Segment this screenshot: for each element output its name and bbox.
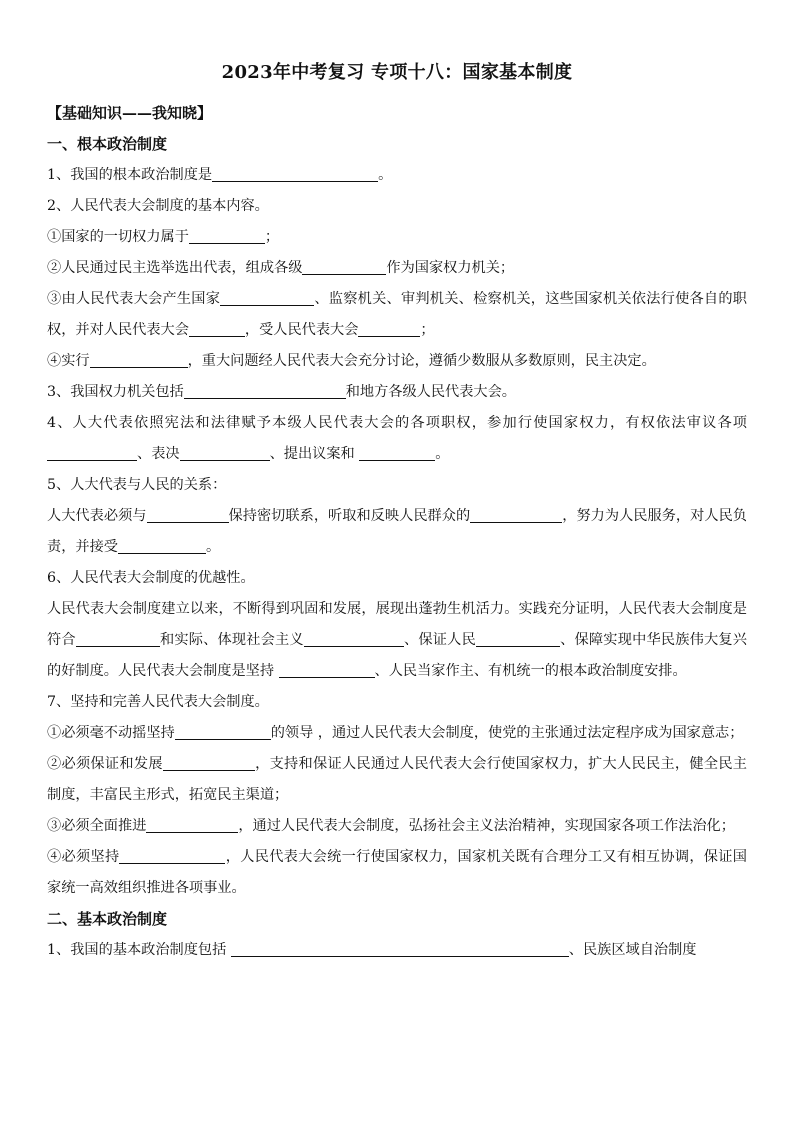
fill-blank[interactable] [359,444,435,461]
part1-heading: 一、根本政治制度 [47,135,168,153]
question-4: 4、人大代表依照宪法和法律赋予本级人民代表大会的各项职权，参加行使国家权力，有权依法审议各项、表决 、提出议案和 。 [47,415,747,462]
fill-blank[interactable] [302,258,386,275]
question-7-item-4: ④必须坚持 ，人民代表大会统一行使国家权力，国家机关既有合理分工又有相互协调，保证国家统一高效组织推进各项事业。 [47,849,747,896]
question-5-body: 人大代表必须与 保持密切联系，听取和反映人民群众的 ，努力为人民服务，对人民负责，并接受 。 [47,508,747,555]
fill-blank[interactable] [90,351,188,368]
question-7-item-3: ③必须全面推进 ，通过人民代表大会制度，弘扬社会主义法治精神，实现国家各项工作法治化； [47,818,735,834]
fill-blank[interactable] [184,382,346,399]
worksheet-page [47,58,747,966]
fill-blank[interactable] [304,630,404,647]
question-6: 6、人民代表大会制度的优越性。 [47,570,255,586]
fill-blank[interactable] [180,444,270,461]
fill-blank[interactable] [212,165,378,182]
question-2-item-2: ②人民通过民主选举选出代表，组成各级 作为国家权力机关； [47,260,515,276]
fill-blank[interactable] [358,320,420,337]
question-7: 7、坚持和完善人民代表大会制度。 [47,694,269,710]
fill-blank[interactable] [476,630,560,647]
fill-blank[interactable] [47,444,137,461]
fill-blank[interactable] [119,847,225,864]
fill-blank[interactable] [146,816,238,833]
question-2-item-4: ④实行 ，重大问题经人民代表大会充分讨论，遵循少数服从多数原则，民主决定。 [47,353,656,369]
question-7-item-2: ②必须保证和发展 ，支持和保证人民通过人民代表大会行使国家权力，扩大人民民主，健全民主制度，丰富民主形式，拓宽民主渠道； [47,756,747,803]
question-3: 3、我国权力机关包括 和地方各级人民代表大会。 [47,384,516,400]
question-6-body: 人民代表大会制度建立以来，不断得到巩固和发展，展现出蓬勃生机活力。实践充分证明，人民代表大会制度是符合 和实际、体现社会主义 、保证人民 、保障实现中华民族伟大复兴的好制度。人民代表大会制度是坚持 、人民当家作主、有机统一的根本政治制度安排。 [47,601,747,679]
question-7-item-1: ①必须毫不动摇坚持 的领导 ，通过人民代表大会制度，使党的主张通过法定程序成为国家意志； [47,725,744,741]
page-title: 2023年中考复习 专项十八：国家基本制度 [221,62,573,83]
part2-question-1: 1、我国的基本政治制度包括 、民族区域自治制度 [47,942,697,958]
fill-blank[interactable] [163,754,255,771]
fill-blank[interactable] [189,227,265,244]
fill-blank[interactable] [279,661,375,678]
section-basic-knowledge: 【基础知识——我知晓】 [47,104,213,122]
fill-blank[interactable] [220,289,314,306]
fill-blank[interactable] [76,630,160,647]
question-1: 1、我国的根本政治制度是 。 [47,167,393,183]
question-2: 2、人民代表大会制度的基本内容。 [47,198,269,214]
fill-blank[interactable] [118,537,206,554]
fill-blank[interactable] [470,506,562,523]
fill-blank[interactable] [147,506,229,523]
fill-blank[interactable] [175,723,271,740]
part2-heading: 二、基本政治制度 [47,910,168,928]
fill-blank[interactable] [231,940,569,957]
question-2-item-3: ③由人民代表大会产生国家 、监察机关、审判机关、检察机关，这些国家机关依法行使各自的职权，并对人民代表大会 ，受人民代表大会 ； [47,291,747,338]
fill-blank[interactable] [189,320,245,337]
question-2-item-1: ①国家的一切权力属于 ； [47,229,280,245]
question-5: 5、人大代表与人民的关系： [47,477,227,493]
